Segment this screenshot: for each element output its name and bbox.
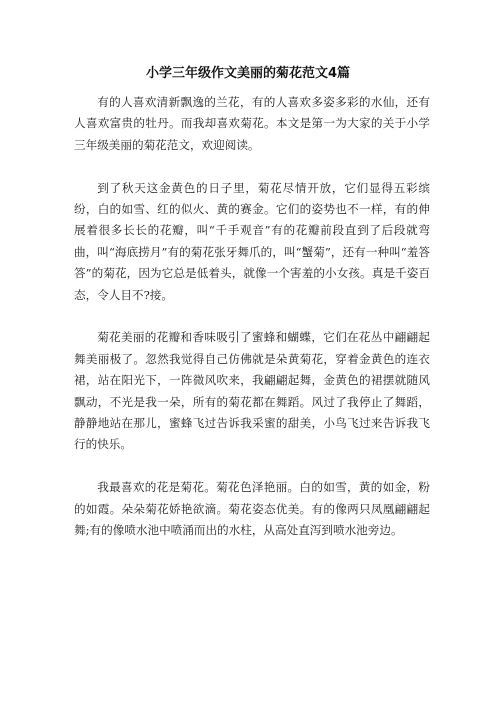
- paragraph-autumn: 到了秋天这金黄色的日子里，菊花尽情开放，它们显得五彩缤纷，白的如雪、红的似火、黄的赛金。它们的姿势也不一样，有的伸展着很多长长的花瓣，叫“千手观音”有的花瓣前段直到了后段就弯曲，叫“海底捞月”有的菊花张牙舞爪的，叫“蟹菊”，还有一种叫“羞答答”的菊花，因为它总是低着头，就像一个害羞的小女孩。真是千姿百态，令人目不?接。: [74, 180, 430, 302]
- paragraph-favorite: 我最喜欢的花是菊花。菊花色泽艳丽。白的如雪，黄的如金，粉的如霞。朵朵菊花娇艳欲滴。菊花姿态优美。有的像两只凤凰翩翩起舞;有的像喷水池中喷涌而出的水柱，从高处直泻到喷水池旁边。: [74, 480, 430, 538]
- paragraph-intro: 有的人喜欢清新飘逸的兰花，有的人喜欢多姿多彩的水仙，还有人喜欢富贵的牡丹。而我却喜欢菊花。本文是第一为大家的关于小学三年级美丽的菊花范文，欢迎阅读。: [74, 95, 430, 152]
- document-title: 小学三年级作文美丽的菊花范文4篇: [145, 66, 351, 81]
- paragraph-dance: 菊花美丽的花瓣和香味吸引了蜜蜂和蝴蝶，它们在花丛中翩翩起舞美丽极了。忽然我觉得自己仿佛就是朵黄菊花，穿着金黄色的连衣裙，站在阳光下，一阵微风吹来，我翩翩起舞，金黄色的裙摆就随风飘动，不光是我一朵，所有的菊花都在舞蹈。风过了我停止了舞蹈，静静地站在那儿，蜜蜂飞过告诉我采蜜的甜美，小鸟飞过来告诉我飞行的快乐。: [74, 330, 430, 452]
- document-body: [74, 92, 430, 563]
